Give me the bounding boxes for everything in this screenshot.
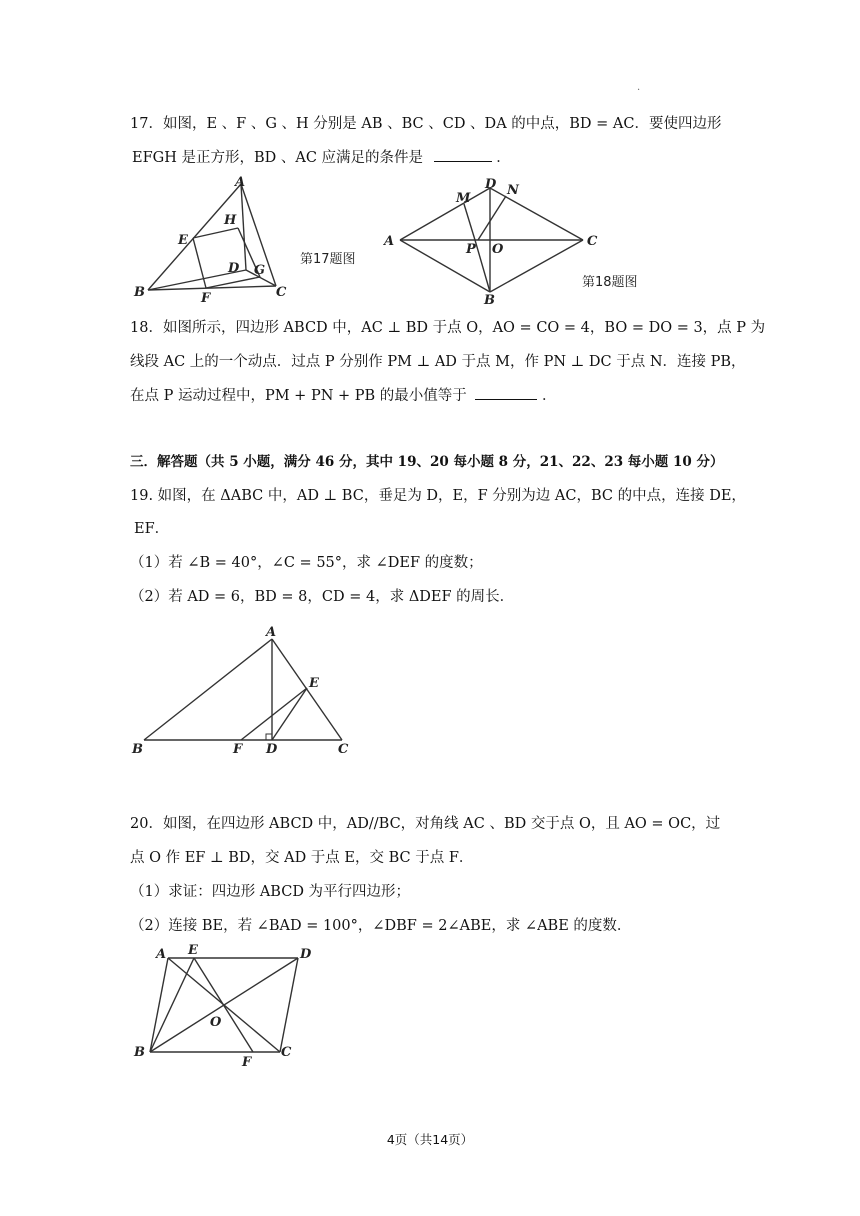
fig19-label-c: C	[338, 742, 349, 757]
q18-answer-blank	[475, 385, 537, 400]
fig18-diagram	[378, 174, 608, 306]
fig17-diagram	[128, 172, 298, 304]
q17-line2-text: EFGH 是正方形，BD 、AC 应满足的条件是	[132, 150, 424, 166]
fig19-label-a: A	[266, 625, 277, 640]
fig18-label-d: D	[485, 177, 497, 192]
fig20-label-c: C	[281, 1045, 292, 1060]
q18-line3-text: 在点 P 运动过程中，PM + PN + PB 的最小值等于	[130, 388, 467, 404]
fig18-label-p: P	[466, 242, 476, 257]
q17-answer-blank	[434, 147, 492, 162]
q20-part1: （1）求证：四边形 ABCD 为平行四边形；	[130, 884, 411, 900]
fig17-label-a: A	[235, 175, 246, 190]
fig18-label-m: M	[456, 191, 471, 206]
q18-line3	[130, 384, 557, 405]
fig18-label-o: O	[492, 242, 504, 257]
fig17-label-g: G	[254, 263, 266, 278]
fig19-diagram	[130, 622, 358, 760]
fig17-caption: 第17题图	[300, 252, 356, 267]
q18-line1: 18．如图所示，四边形 ABCD 中，AC ⊥ BD 于点 O，AO = CO = 4，BO = DO = 3，点 P 为	[130, 320, 766, 336]
fig19-label-b: B	[132, 742, 143, 757]
fig17-label-c: C	[276, 285, 287, 300]
q17-line1: 17．如图，E 、F 、G 、H 分别是 AB 、BC 、CD 、DA 的中点，BD = AC．要使四边形	[130, 116, 722, 132]
fig18-label-c: C	[587, 234, 598, 249]
q17-line2	[132, 146, 511, 167]
page-footer: 4页（共14页）	[386, 1132, 474, 1147]
fig20-label-o: O	[210, 1015, 222, 1030]
q18-line2: 线段 AC 上的一个动点．过点 P 分别作 PM ⊥ AD 于点 M，作 PN ⊥ DC 于点 N．连接 PB，	[130, 354, 746, 370]
fig20-label-a: A	[156, 947, 167, 962]
section3-title: 三．解答题（共 5 小题，满分 46 分，其中 19、20 每小题 8 分，21、22、23 每小题 10 分）	[130, 454, 724, 470]
q19-line2: EF．	[134, 521, 170, 537]
q19-line1: 19. 如图，在 ΔABC 中，AD ⊥ BC，垂足为 D，E，F 分别为边 AC，BC 的中点，连接 DE，	[130, 488, 746, 504]
fig18-label-b: B	[484, 293, 495, 306]
fig19-label-e: E	[309, 676, 319, 691]
fig20-label-d: D	[300, 947, 312, 962]
fig17-label-b: B	[134, 285, 145, 300]
q19-part1: （1）若 ∠B = 40°，∠C = 55°，求 ∠DEF 的度数；	[130, 555, 483, 571]
q19-part2: （2）若 AD = 6，BD = 8，CD = 4，求 ΔDEF 的周长．	[130, 589, 515, 605]
fig18-label-a: A	[384, 234, 395, 249]
fig17-label-f: F	[201, 291, 211, 304]
fig20-diagram	[130, 940, 320, 1072]
fig20-label-b: B	[134, 1045, 145, 1060]
q17-line2-end: ．	[496, 150, 511, 166]
fig18-caption: 第18题图	[582, 275, 638, 290]
q20-part2: （2）连接 BE，若 ∠BAD = 100°，∠DBF = 2∠ABE，求 ∠ABE 的度数．	[130, 918, 632, 934]
fig20-label-e: E	[188, 943, 198, 958]
fig19-label-d: D	[266, 742, 278, 757]
fig18-label-n: N	[507, 183, 519, 198]
fig19-label-f: F	[233, 742, 243, 757]
fig20-label-f: F	[242, 1055, 252, 1070]
q18-line3-end: ．	[542, 388, 557, 404]
fig17-label-h: H	[224, 213, 237, 228]
q20-line1: 20．如图，在四边形 ABCD 中，AD//BC，对角线 AC 、BD 交于点 O，且 AO = OC，过	[130, 816, 721, 832]
fig17-label-e: E	[178, 233, 188, 248]
fig17-label-d: D	[228, 261, 240, 276]
q20-line2: 点 O 作 EF ⊥ BD，交 AD 于点 E，交 BC 于点 F．	[130, 850, 474, 866]
header-mark: .	[637, 82, 641, 93]
